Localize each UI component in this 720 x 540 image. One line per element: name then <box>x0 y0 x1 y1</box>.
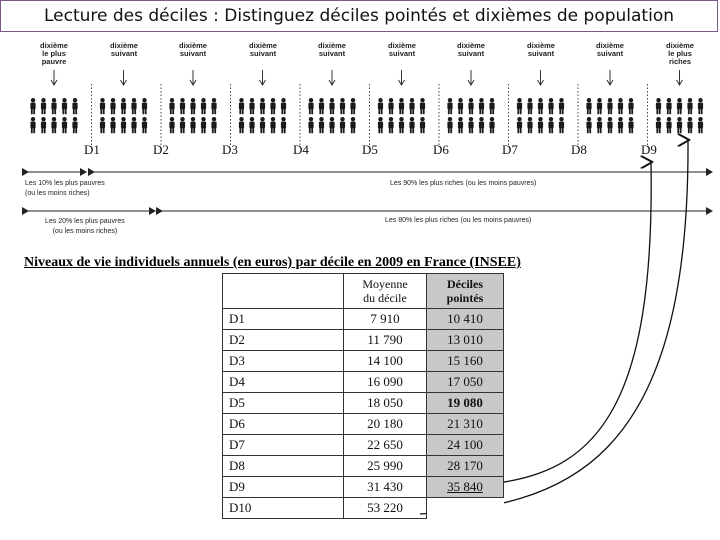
person-figure <box>489 117 494 133</box>
row-point: 35 840 <box>427 477 504 498</box>
dotted-separators <box>92 84 648 145</box>
table-subtitle: Niveaux de vie individuels annuels (en euros) par décile en 2009 en France (INSEE) <box>24 255 521 270</box>
decile-marker-d7: D7 <box>502 142 518 157</box>
person-figure <box>62 117 67 133</box>
person-figure <box>628 98 633 114</box>
person-figure <box>329 98 334 114</box>
row-label: D3 <box>223 351 344 372</box>
person-figure <box>586 117 591 133</box>
person-figure <box>656 98 661 114</box>
person-figure <box>100 117 105 133</box>
person-figure <box>319 98 324 114</box>
person-figure <box>548 98 553 114</box>
population-figures <box>30 98 703 133</box>
group-label-6: dixième suivant <box>388 41 416 58</box>
group-down-arrow <box>468 70 474 85</box>
group-down-arrow <box>260 70 266 85</box>
person-figure <box>72 117 77 133</box>
group-label-5: dixième suivant <box>318 41 346 58</box>
page-title: Lecture des déciles : Distinguez déciles pointés et dixièmes de population <box>43 6 674 26</box>
curve-arrow-d9-point <box>497 162 651 483</box>
person-figure <box>458 98 463 114</box>
person-figure <box>479 98 484 114</box>
person-figure <box>281 117 286 133</box>
decile-marker-d3: D3 <box>222 142 238 157</box>
person-figure <box>548 117 553 133</box>
person-figure <box>597 98 602 114</box>
person-figure <box>142 117 147 133</box>
person-figure <box>72 98 77 114</box>
row-moyenne: 22 650 <box>344 435 427 456</box>
person-figure <box>538 98 543 114</box>
row-moyenne: 14 100 <box>344 351 427 372</box>
range-top-90-label: Les 90% les plus riches (ou les moins pauvres) <box>390 180 537 187</box>
person-figure <box>340 117 345 133</box>
person-figure <box>687 98 692 114</box>
row-point: 24 100 <box>427 435 504 456</box>
person-figure <box>350 117 355 133</box>
group-down-arrow <box>677 70 683 85</box>
row-label: D7 <box>223 435 344 456</box>
person-figure <box>399 98 404 114</box>
person-figure <box>517 98 522 114</box>
person-figure <box>239 117 244 133</box>
decile-marker-d1: D1 <box>84 142 100 157</box>
person-figure <box>409 117 414 133</box>
person-figure <box>698 117 703 133</box>
person-figure <box>538 117 543 133</box>
person-figure <box>270 117 275 133</box>
person-figure <box>30 98 35 114</box>
person-figure <box>319 117 324 133</box>
table-row <box>223 414 504 435</box>
header-deciles-pointes: Déciles pointés <box>427 274 504 309</box>
row-moyenne: 25 990 <box>344 456 427 477</box>
decile-marker-d9: D9 <box>641 142 657 157</box>
person-figure <box>62 98 67 114</box>
person-figure <box>420 98 425 114</box>
row-label: D8 <box>223 456 344 477</box>
group-down-arrows <box>51 70 683 85</box>
row-point-empty <box>427 498 504 519</box>
person-figure <box>249 98 254 114</box>
person-figure <box>468 98 473 114</box>
person-figure <box>180 117 185 133</box>
group-down-arrow <box>329 70 335 85</box>
person-figure <box>687 117 692 133</box>
person-figure <box>270 98 275 114</box>
table-row <box>223 393 504 414</box>
person-figure <box>249 117 254 133</box>
deciles-table <box>222 273 504 519</box>
range-bottom-10-label: Les 10% les plus pauvres (ou les moins riches) <box>25 180 105 197</box>
table-row <box>223 498 504 519</box>
table-row <box>223 477 504 498</box>
person-figure <box>479 117 484 133</box>
group-label-4: dixième suivant <box>249 41 277 58</box>
range-top-80-label: Les 80% les plus riches (ou les moins pauvres) <box>385 217 532 224</box>
row-label: D1 <box>223 309 344 330</box>
person-figure <box>131 98 136 114</box>
person-figure <box>350 98 355 114</box>
group-label-8: dixième suivant <box>527 41 555 58</box>
decile-marker-d6: D6 <box>433 142 449 157</box>
table-row <box>223 330 504 351</box>
person-figure <box>211 117 216 133</box>
person-figure <box>586 98 591 114</box>
person-figure <box>420 117 425 133</box>
person-figure <box>180 98 185 114</box>
person-figure <box>51 98 56 114</box>
person-figure <box>169 98 174 114</box>
row-point: 19 080 <box>427 393 504 414</box>
row-moyenne: 20 180 <box>344 414 427 435</box>
row-moyenne: 11 790 <box>344 330 427 351</box>
person-figure <box>399 117 404 133</box>
person-figure <box>308 117 313 133</box>
group-down-arrow <box>538 70 544 85</box>
row-point: 10 410 <box>427 309 504 330</box>
person-figure <box>260 117 265 133</box>
person-figure <box>142 98 147 114</box>
group-down-arrow <box>121 70 127 85</box>
person-figure <box>698 98 703 114</box>
person-figure <box>378 98 383 114</box>
table-row <box>223 372 504 393</box>
person-figure <box>100 98 105 114</box>
header-moyenne: Moyenne du décile <box>344 274 427 309</box>
person-figure <box>51 117 56 133</box>
person-figure <box>239 98 244 114</box>
person-figure <box>131 117 136 133</box>
group-label-9: dixième suivant <box>596 41 624 58</box>
row-label: D4 <box>223 372 344 393</box>
row-label: D9 <box>223 477 344 498</box>
group-down-arrow <box>190 70 196 85</box>
person-figure <box>607 117 612 133</box>
person-figure <box>388 98 393 114</box>
header-empty-cell <box>223 274 344 309</box>
person-figure <box>211 98 216 114</box>
row-moyenne: 7 910 <box>344 309 427 330</box>
person-figure <box>628 117 633 133</box>
person-figure <box>666 98 671 114</box>
row-moyenne: 53 220 <box>344 498 427 519</box>
person-figure <box>666 117 671 133</box>
person-figure <box>447 117 452 133</box>
row-point: 13 010 <box>427 330 504 351</box>
person-figure <box>190 117 195 133</box>
person-figure <box>308 98 313 114</box>
decile-marker-d8: D8 <box>571 142 587 157</box>
person-figure <box>468 117 473 133</box>
person-figure <box>447 98 452 114</box>
table-row <box>223 456 504 477</box>
row-moyenne: 31 430 <box>344 477 427 498</box>
row-label: D6 <box>223 414 344 435</box>
row-label: D5 <box>223 393 344 414</box>
person-figure <box>597 117 602 133</box>
person-figure <box>607 98 612 114</box>
group-label-7: dixième suivant <box>457 41 485 58</box>
person-figure <box>527 98 532 114</box>
decile-marker-d5: D5 <box>362 142 378 157</box>
person-figure <box>618 98 623 114</box>
group-down-arrow <box>607 70 613 85</box>
row-point: 17 050 <box>427 372 504 393</box>
person-figure <box>677 98 682 114</box>
range-bottom-20-label: Les 20% les plus pauvres (ou les moins riches) <box>45 218 125 235</box>
person-figure <box>388 117 393 133</box>
person-figure <box>201 98 206 114</box>
person-figure <box>656 117 661 133</box>
person-figure <box>340 98 345 114</box>
person-figure <box>30 117 35 133</box>
person-figure <box>41 117 46 133</box>
row-point: 28 170 <box>427 456 504 477</box>
table-header-row <box>223 274 504 309</box>
person-figure <box>260 98 265 114</box>
row-moyenne: 18 050 <box>344 393 427 414</box>
row-point: 21 310 <box>427 414 504 435</box>
person-figure <box>329 117 334 133</box>
person-figure <box>458 117 463 133</box>
row-point: 15 160 <box>427 351 504 372</box>
person-figure <box>517 117 522 133</box>
person-figure <box>378 117 383 133</box>
group-label-1: dixième le plus pauvre <box>40 41 68 66</box>
person-figure <box>527 117 532 133</box>
person-figure <box>110 117 115 133</box>
table-row <box>223 351 504 372</box>
decile-marker-d4: D4 <box>293 142 309 157</box>
row-moyenne: 16 090 <box>344 372 427 393</box>
decile-marker-d2: D2 <box>153 142 169 157</box>
group-down-arrow <box>51 70 57 85</box>
person-figure <box>489 98 494 114</box>
row-label: D10 <box>223 498 344 519</box>
table-row <box>223 309 504 330</box>
person-figure <box>190 98 195 114</box>
row-label: D2 <box>223 330 344 351</box>
person-figure <box>41 98 46 114</box>
person-figure <box>409 98 414 114</box>
person-figure <box>121 98 126 114</box>
person-figure <box>559 117 564 133</box>
group-label-10: dixième le plus riches <box>666 41 694 66</box>
person-figure <box>559 98 564 114</box>
person-figure <box>169 117 174 133</box>
group-down-arrow <box>399 70 405 85</box>
person-figure <box>121 117 126 133</box>
person-figure <box>677 117 682 133</box>
table-row <box>223 435 504 456</box>
person-figure <box>618 117 623 133</box>
person-figure <box>281 98 286 114</box>
person-figure <box>110 98 115 114</box>
group-label-2: dixième suivant <box>110 41 138 58</box>
group-label-3: dixième suivant <box>179 41 207 58</box>
person-figure <box>201 117 206 133</box>
